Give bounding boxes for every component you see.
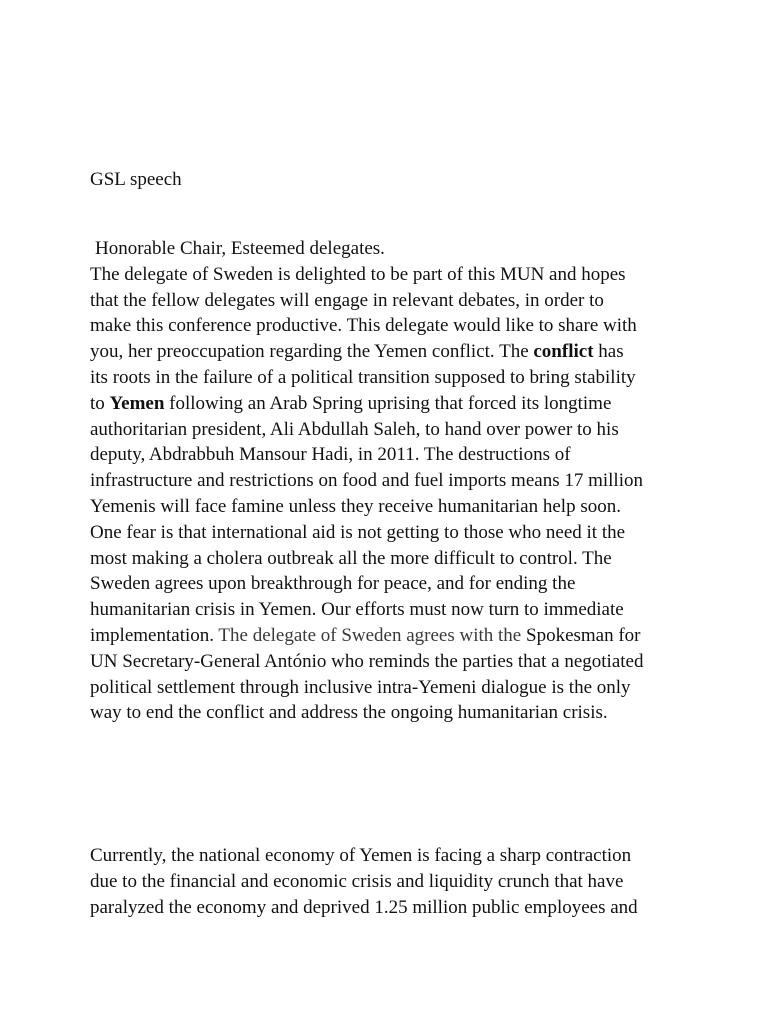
paragraph-line: paralyzed the economy and deprived 1.25 million public employees and [90,896,638,918]
paragraph-line: most making a cholera outbreak all the more difficult to control. The [90,547,612,569]
greeting-line: Honorable Chair, Esteemed delegates. [95,238,385,259]
paragraph-line: Yemenis will face famine unless they receive humanitarian help soon. [90,495,621,517]
paragraph-line: deputy, Abdrabbuh Mansour Hadi, in 2011. The destructions of [90,444,571,466]
text-run: has [593,341,624,363]
paragraph-line: that the fellow delegates will engage in relevant debates, in order to [90,289,604,311]
paragraph-2 [90,843,690,920]
bold-term-yemen: Yemen [109,392,165,414]
paragraph-line: political settlement through inclusive intra-Yemeni dialogue is the only [90,676,631,698]
paragraph-line [90,339,690,365]
paragraph-line: due to the financial and economic crisis and liquidity crunch that have [90,870,624,892]
paragraph-line: One fear is that international aid is not getting to those who need it the [90,521,626,543]
paragraph-line: humanitarian crisis in Yemen. Our efforts must now turn to immediate [90,599,624,621]
document-title: GSL speech [90,169,182,190]
paragraph-line: its roots in the failure of a political transition supposed to bring stability [90,366,636,388]
text-run: you, her preoccupation regarding the Yemen conflict. The [90,341,534,363]
paragraph-line: Currently, the national economy of Yemen is facing a sharp contraction [90,845,632,866]
paragraph-line: infrastructure and restrictions on food and fuel imports means 17 million [90,470,643,492]
paragraph-line: authoritarian president, Ali Abdullah Saleh, to hand over power to his [90,418,619,440]
paragraph-line: Sweden agrees upon breakthrough for peace, and for ending the [90,573,576,595]
paragraph-line: UN Secretary-General António who reminds the parties that a negotiated [90,650,644,672]
paragraph-line: make this conference productive. This delegate would like to share with [90,315,637,337]
text-run: to [90,392,110,414]
text-run: implementation. [90,624,219,646]
paragraph-line [90,623,690,649]
text-run: Spokesman for [521,624,641,646]
bold-term-conflict: conflict [533,341,594,363]
paragraph-line: way to end the conflict and address the ongoing humanitarian crisis. [90,702,608,724]
paragraph-line [90,391,690,417]
paragraph-1 [90,236,690,726]
paragraph-line: The delegate of Sweden is delighted to be part of this MUN and hopes [90,263,626,285]
text-run: following an Arab Spring uprising that forced its longtime [164,392,612,414]
quoted-run: The delegate of Sweden agrees with the [218,624,522,646]
